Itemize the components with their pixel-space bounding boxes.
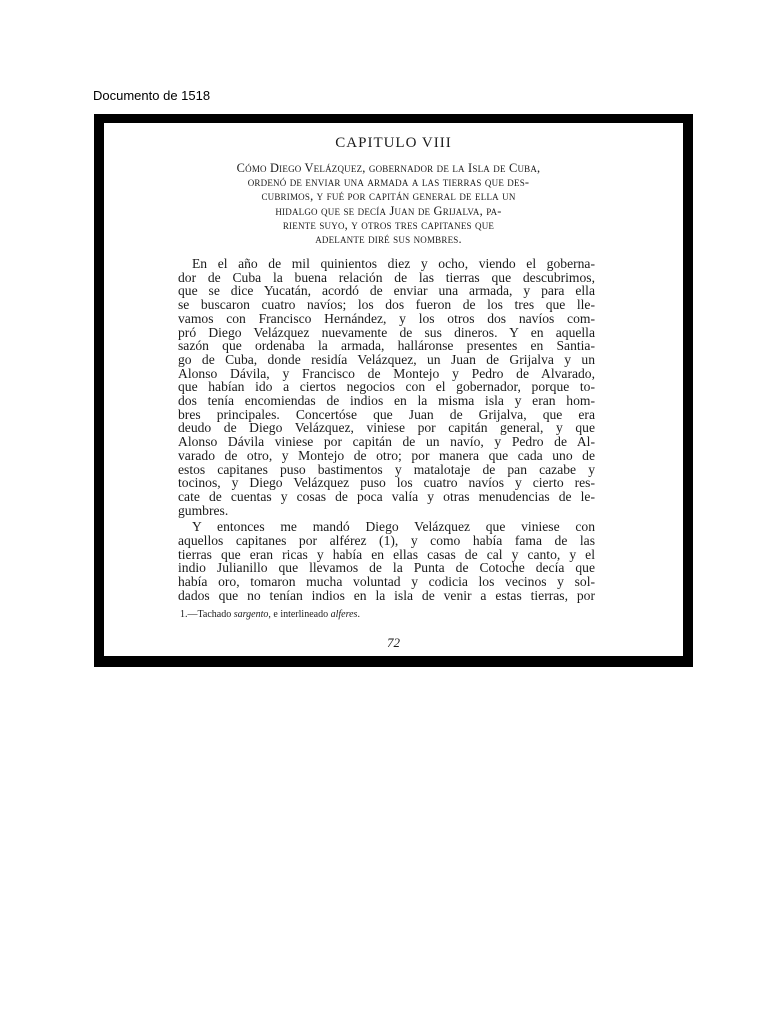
document-caption: Documento de 1518 — [93, 88, 211, 103]
summary-line: hidalgo que se decía Juan de Grijalva, pa- — [275, 203, 502, 218]
footnote-prefix: 1.—Tachado — [180, 609, 234, 620]
paragraph-1-line: tocinos, y Diego Velázquez puso los cuatro navíos y cierto res- — [178, 475, 595, 491]
paragraph-2-line: dados que no tenían indios en la isla de venir a estas tierras, por — [178, 587, 595, 603]
paragraph-1-line: deudo de Diego Velázquez, viniese por capitán general, y que — [178, 420, 595, 436]
footnote — [180, 609, 360, 620]
summary-line: Cómo Diego Velázquez, gobernador de la Isla de Cuba, — [236, 161, 541, 175]
paragraph-1-line: dor de Cuba la buena relación de las tierras que descubrimos, — [178, 269, 595, 285]
paragraph-1-line: pró Diego Velázquez nuevamente de sus dineros. Y en aquella — [178, 324, 595, 340]
paragraph-1-line: Alonso Dávila viniese por capitán de un navío, y Pedro de Al- — [178, 434, 595, 450]
paragraph-1-line: vamos con Francisco Hernández, y los otros dos navíos com- — [178, 310, 595, 326]
footnote-middle: , e interlineado — [268, 609, 331, 620]
paragraph-2-line: tierras que eran ricas y había en ellas casas de cal y canto, y el — [178, 546, 595, 562]
paragraph-1-line: go de Cuba, donde residía Velázquez, un Juan de Grijalva y un — [178, 351, 595, 367]
paragraph-2-line: indio Julianillo que llevamos de la Punta de Cotoche decía que — [178, 560, 595, 576]
paragraph-1-line: En el año de mil quinientos diez y ocho, viendo el goberna- — [192, 256, 595, 271]
scanned-book-page — [104, 123, 683, 656]
paragraph-1-line: estos capitanes puso bastimentos y matalotaje de pan cazabe y — [178, 461, 595, 477]
footnote-word-sargento: sargento — [233, 609, 269, 620]
paragraph-2-line: había oro, tomaron mucha voluntad y codicia los vecinos y sol- — [178, 574, 595, 590]
scanned-page-frame — [94, 114, 693, 667]
summary-line: cubrimos, y fué por capitán general de ella un — [261, 189, 516, 204]
paragraph-1-line: Alonso Dávila, y Francisco de Montejo y Pedro de Alvarado, — [178, 365, 595, 381]
page-number: 72 — [387, 635, 400, 650]
body-text — [178, 257, 595, 603]
paragraph-1-line: que se dice Yucatán, acordó de enviar una armada, y para ella — [178, 283, 595, 299]
paragraph-1-line: dos tenía encomiendas de indios en la misma isla y eran hom- — [178, 393, 595, 409]
paragraph-1-line: gumbres. — [178, 502, 229, 518]
chapter-title: CAPITULO VIII — [335, 135, 452, 151]
paragraph-2-line: Y entonces me mandó Diego Velázquez que viniese con — [192, 519, 595, 535]
paragraph-1-line: varado de otro, y Montejo de otro; por manera que cada uno de — [178, 447, 595, 463]
paragraph-1-line: bres principales. Concertóse que Juan de Grijalva, que era — [178, 406, 595, 422]
paragraph-1-line: cate de cuentas y cosas de poca valía y otras menudencias de le- — [178, 488, 595, 504]
paragraph-2-line: aquellos capitanes por alférez (1), y como había fama de las — [178, 533, 595, 549]
chapter-summary — [148, 161, 629, 246]
paragraph-1-line: se buscaron cuatro navíos; los dos fueron de los tres que lle- — [178, 297, 595, 313]
paragraph-1-line: sazón que ordenaba la armada, halláronse presentes en Santia- — [178, 338, 595, 354]
footnote-word-alferes: alferes — [330, 609, 358, 620]
paragraph-1-line: que habían ido a ciertos negocios con el gobernador, porque to- — [178, 379, 595, 395]
summary-line: riente suyo, y otros tres capitanes que — [282, 217, 495, 232]
footnote-suffix: . — [357, 609, 360, 620]
summary-line: adelante diré sus nombres. — [315, 232, 462, 247]
summary-line: ordenó de enviar una armada a las tierras que des- — [247, 175, 530, 190]
